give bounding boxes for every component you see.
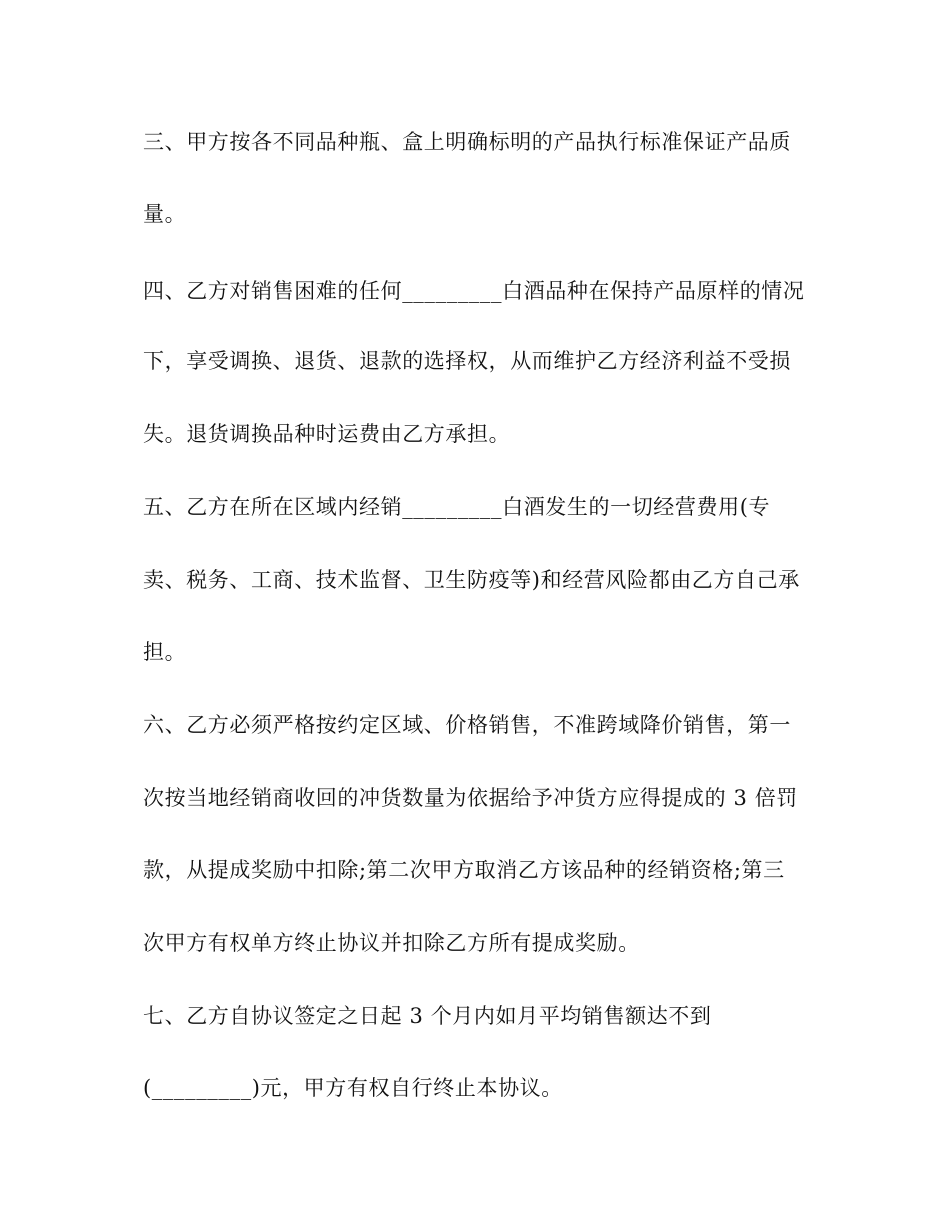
clause-7-line-1: 七、乙方自协议签定之日起 3 个月内如月平均销售额达不到 [143, 1004, 712, 1028]
clause-4-line-2: 下，享受调换、退货、退款的选择权，从而维护乙方经济利益不受损 [143, 349, 791, 373]
clause-4-line-1: 四、乙方对销售困难的任何_________白酒品种在保持产品原样的情况 [143, 279, 805, 303]
clause-6-line-1: 六、乙方必须严格按约定区域、价格销售，不准跨域降价销售，第一 [143, 713, 791, 737]
clause-7-line-2: (_________)元，甲方有权自行终止本协议。 [143, 1076, 563, 1100]
clause-3-line-2: 量。 [143, 202, 187, 226]
clause-5-line-2: 卖、税务、工商、技术监督、卫生防疫等)和经营风险都由乙方自己承 [143, 568, 800, 592]
clause-6-line-3: 款，从提成奖励中扣除;第二次甲方取消乙方该品种的经销资格;第三 [143, 858, 785, 882]
clause-3-line-1: 三、甲方按各不同品种瓶、盒上明确标明的产品执行标准保证产品质 [143, 130, 791, 154]
clause-4-line-3: 失。退货调换品种时运费由乙方承担。 [143, 422, 511, 446]
clause-5-line-1: 五、乙方在所在区域内经销_________白酒发生的一切经营费用(专 [143, 495, 771, 519]
clause-5-line-3: 担。 [143, 640, 187, 664]
clause-6-line-2: 次按当地经销商收回的冲货数量为依据给予冲货方应得提成的 3 倍罚 [143, 786, 798, 810]
clause-6-line-4: 次甲方有权单方终止协议并扣除乙方所有提成奖励。 [143, 931, 640, 955]
